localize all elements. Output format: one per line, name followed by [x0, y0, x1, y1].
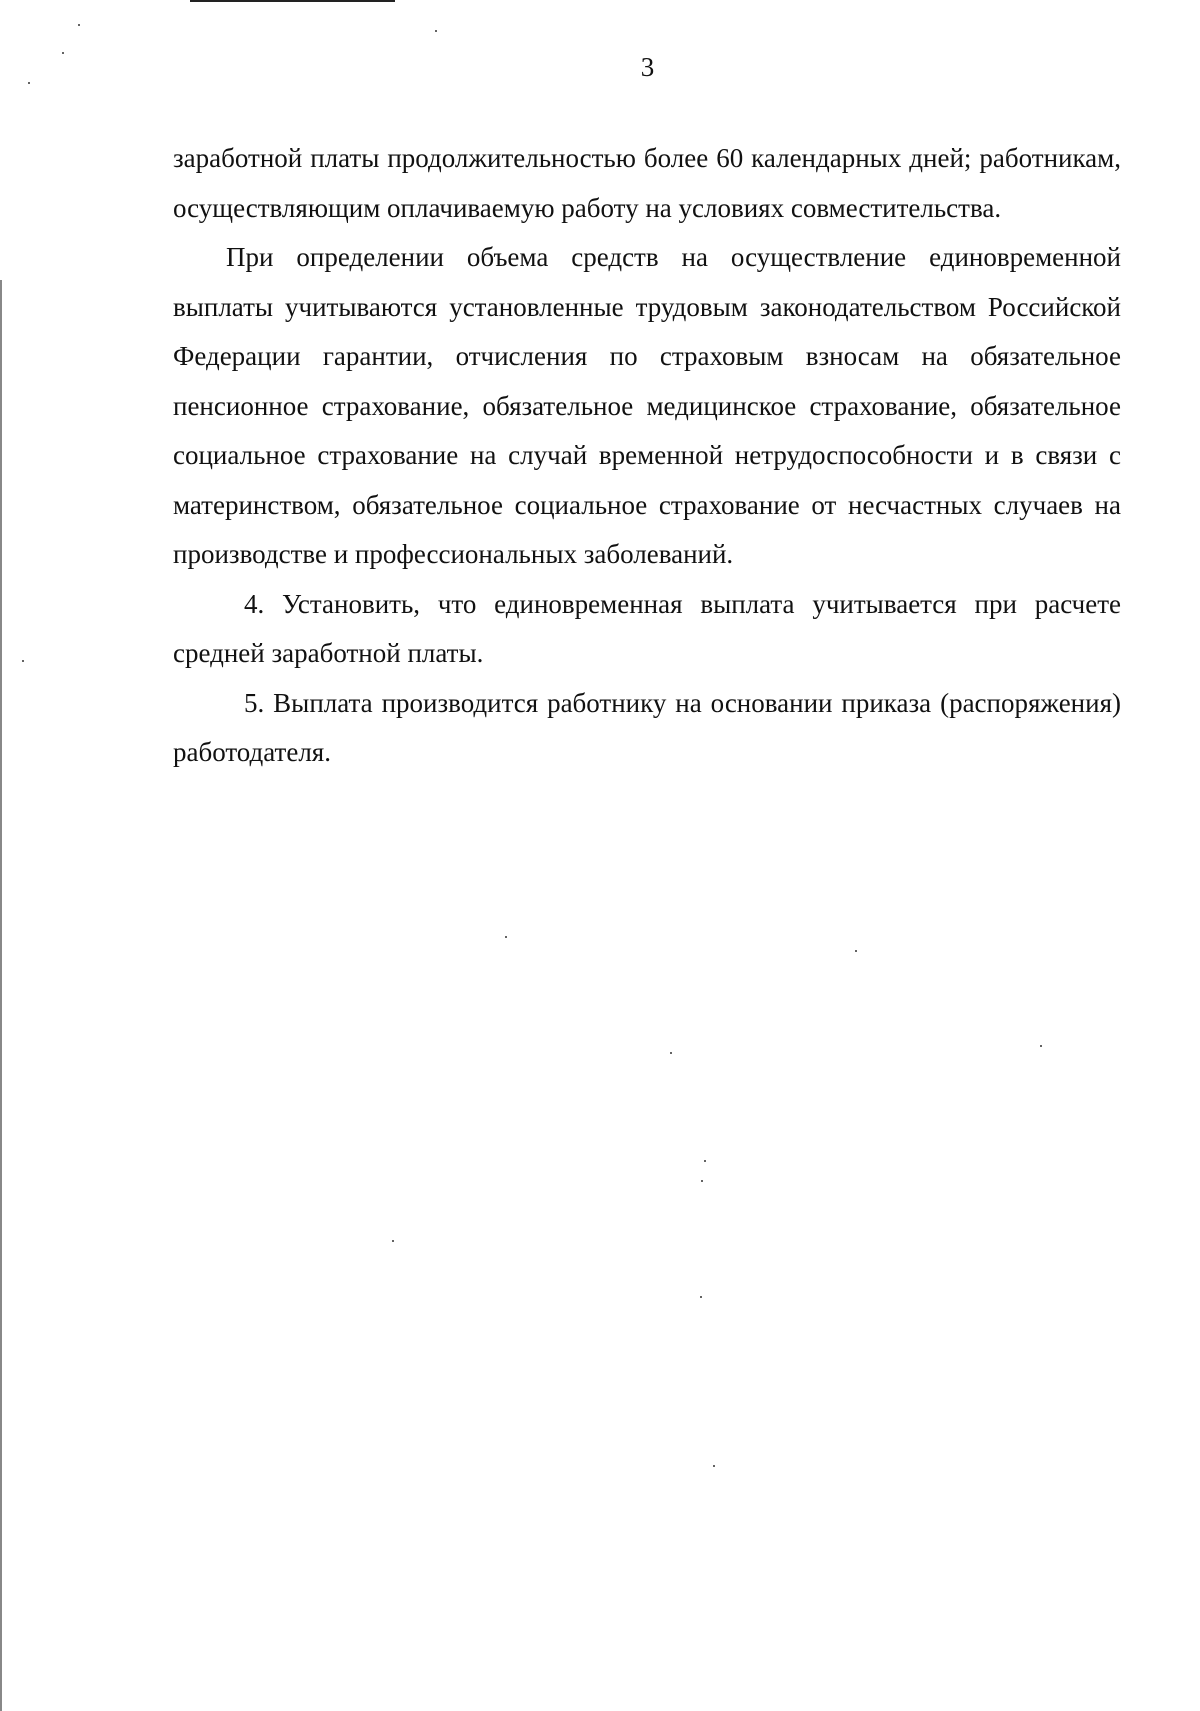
paragraph-item-4: 4. Установить, что единовременная выплата учитывается при расчете средней заработной платы. [173, 588, 1121, 668]
scan-speck [22, 660, 24, 662]
scan-top-rule [190, 0, 395, 2]
paragraph-item-5: 5. Выплата производится работнику на основании приказа (распоряжения) работодателя. [173, 687, 1121, 767]
document-body [173, 134, 1121, 778]
scan-speck [78, 24, 80, 26]
page-number: 3 [640, 52, 655, 82]
scan-speck [701, 1180, 703, 1182]
scan-left-edge [0, 280, 2, 1711]
scan-speck [713, 1465, 715, 1467]
scan-speck [1040, 1045, 1042, 1047]
scan-speck [392, 1240, 394, 1242]
scan-speck [505, 936, 507, 938]
scan-speck [62, 52, 64, 54]
scan-speck [704, 1160, 706, 1162]
scan-speck [435, 30, 437, 32]
scan-speck [28, 82, 30, 84]
paragraph-continuation: заработной платы продолжительностью более 60 календарных дней; работникам, осуществляющим оплачиваемую работу на условиях совместительства. [173, 143, 1121, 223]
paragraph-funding: При определении объема средств на осуществление единовременной выплаты учитываются установленные трудовым законодательством Российской Федерации гарантии, отчисления по страховым взносам на обязательное пенсионное страхование, обязательное медицинское страхование, обязательное социальное страхование на случай временной нетрудоспособности и в связи с материнством, обязательное социальное страхование от несчастных случаев на производстве и профессиональных заболеваний. [173, 242, 1121, 569]
scan-speck [670, 1052, 672, 1054]
scan-speck [700, 1296, 702, 1298]
scan-speck [855, 950, 857, 952]
